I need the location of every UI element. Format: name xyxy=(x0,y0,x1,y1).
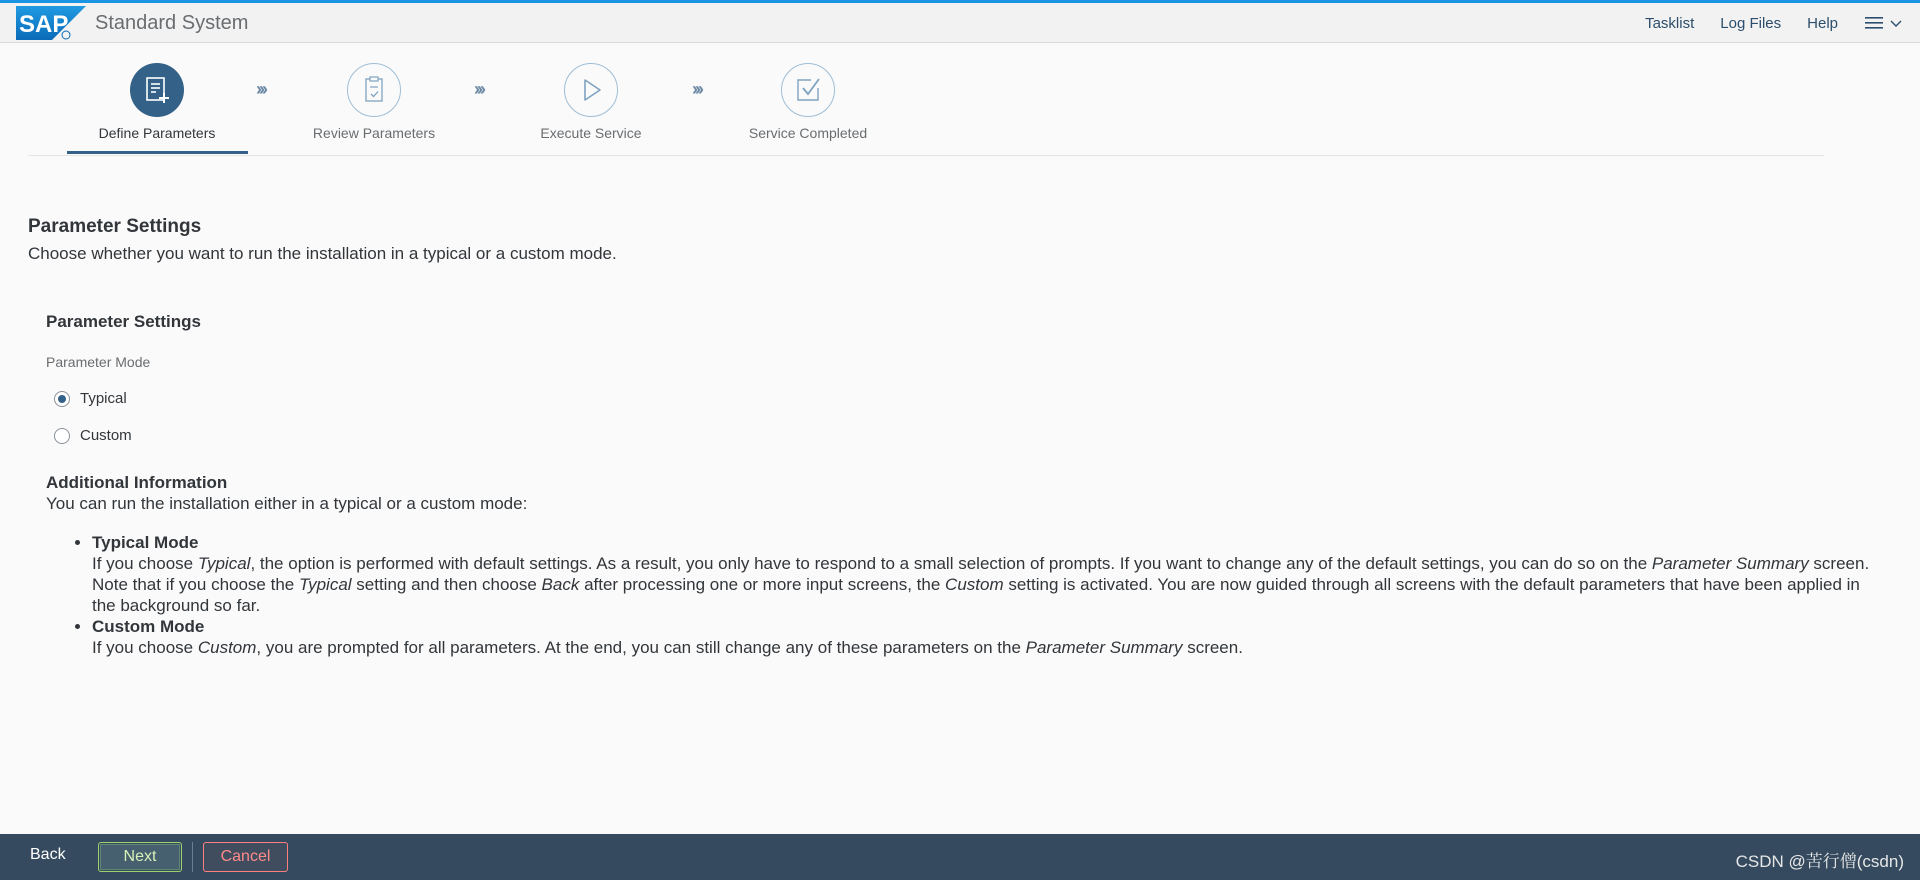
list-item-custom xyxy=(92,616,1872,658)
radio-typical[interactable] xyxy=(54,390,127,407)
step-label: Define Parameters xyxy=(98,125,216,141)
back-button[interactable]: Back xyxy=(30,846,66,863)
checkbox-check-icon xyxy=(794,76,822,104)
step-execute-service[interactable] xyxy=(501,63,681,141)
step-label: Execute Service xyxy=(540,125,642,141)
tasklist-link[interactable]: Tasklist xyxy=(1645,14,1695,32)
text: screen. xyxy=(1182,638,1243,657)
step-separator-icon: ››› xyxy=(474,79,483,99)
step-review-parameters[interactable] xyxy=(284,63,464,141)
sap-logo xyxy=(16,6,86,40)
step-label: Service Completed xyxy=(748,125,868,141)
chevron-down-icon xyxy=(1890,18,1902,28)
hamburger-icon xyxy=(1864,15,1884,31)
radio-button[interactable] xyxy=(54,428,70,444)
text: , the option is performed with default settings. As a result, you only have to respond to a small selection of prompts. If you want to change any of the default settings, you can do so on the xyxy=(250,554,1652,573)
text: If you choose xyxy=(92,638,198,657)
radio-label: Custom xyxy=(80,427,132,444)
emphasis: Parameter Summary xyxy=(1651,554,1809,573)
emphasis: Back xyxy=(541,575,580,594)
log-files-link[interactable]: Log Files xyxy=(1720,14,1782,32)
wizard-progress xyxy=(28,44,1824,156)
typical-mode-heading: Typical Mode xyxy=(92,533,199,552)
parameters-list-icon xyxy=(142,75,172,105)
emphasis: Parameter Summary xyxy=(1025,638,1183,657)
svg-text:SAP: SAP xyxy=(19,11,69,38)
step-circle xyxy=(564,63,618,117)
active-step-indicator xyxy=(67,151,248,154)
text: Note that if you choose the xyxy=(92,575,299,594)
emphasis: Typical xyxy=(197,554,251,573)
step-label: Review Parameters xyxy=(312,125,436,141)
radio-custom[interactable] xyxy=(54,427,132,444)
step-define-parameters[interactable] xyxy=(67,63,247,141)
help-link[interactable]: Help xyxy=(1807,14,1838,32)
menu-button[interactable] xyxy=(1864,15,1902,31)
text: setting is activated. You are now guided through all screens with the default parameters that have been applied in the background so far. xyxy=(92,575,1860,615)
text: after processing one or more input screens, the xyxy=(579,575,946,594)
emphasis: Custom xyxy=(197,638,257,657)
step-separator-icon: ››› xyxy=(256,79,265,99)
clipboard-check-icon xyxy=(361,76,387,104)
next-button[interactable]: Next xyxy=(98,842,182,872)
play-icon xyxy=(579,77,603,103)
additional-info-intro: You can run the installation either in a typical or a custom mode: xyxy=(46,494,528,513)
text: screen. xyxy=(1808,554,1870,573)
custom-mode-heading: Custom Mode xyxy=(92,617,205,636)
footer-divider xyxy=(192,842,193,872)
step-circle xyxy=(130,63,184,117)
app-title: Standard System xyxy=(95,12,249,34)
watermark: CSDN @苦行僧(csdn) xyxy=(1735,852,1904,871)
header-links xyxy=(1645,3,1902,43)
cancel-button[interactable]: Cancel xyxy=(203,842,288,872)
step-circle xyxy=(781,63,835,117)
additional-info-title: Additional Information xyxy=(46,473,228,492)
shell-header xyxy=(0,3,1920,43)
radio-button-selected[interactable] xyxy=(54,391,70,407)
text: , you are prompted for all parameters. At the end, you can still change any of these parameters on the xyxy=(256,638,1026,657)
parameter-mode-label: Parameter Mode xyxy=(46,354,151,370)
mode-description-list xyxy=(46,532,1872,658)
section-title: Parameter Settings xyxy=(46,312,201,331)
step-service-completed[interactable] xyxy=(718,63,898,141)
text: If you choose xyxy=(92,554,198,573)
footer-toolbar xyxy=(0,834,1920,880)
radio-label: Typical xyxy=(80,390,127,407)
emphasis: Typical xyxy=(298,575,352,594)
emphasis: Custom xyxy=(945,575,1004,594)
page-title: Parameter Settings xyxy=(28,216,202,237)
step-separator-icon: ››› xyxy=(692,79,701,99)
page-subtitle: Choose whether you want to run the installation in a typical or a custom mode. xyxy=(28,244,617,263)
step-circle xyxy=(347,63,401,117)
list-item-typical xyxy=(92,532,1872,616)
text: setting and then choose xyxy=(351,575,542,594)
